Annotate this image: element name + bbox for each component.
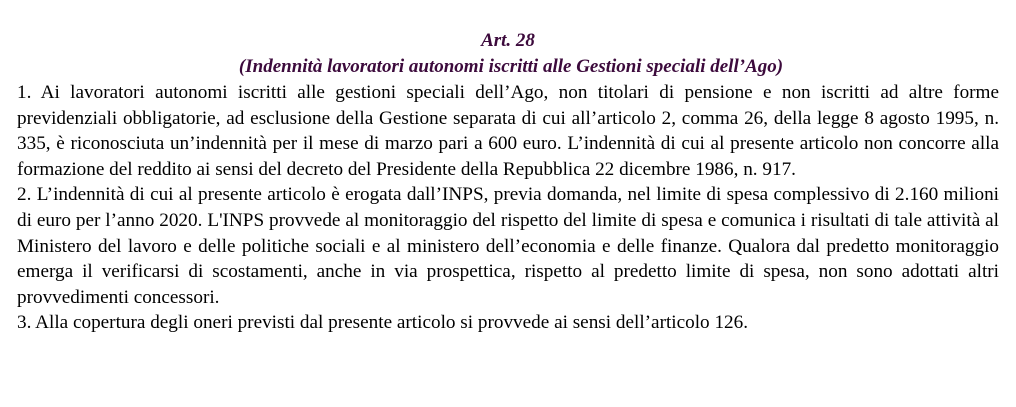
paragraph-2: 2. L’indennità di cui al presente articolo è erogata dall’INPS, previa domanda, nel limite di spesa complessivo di 2.160 milioni di euro per l’anno 2020. L'INPS provvede al monitoraggio del rispetto del limite di spesa e comunica i risultati di tale attività al Ministero del lavoro e delle politiche sociali e al ministero dell’economia e delle finanze. Qualora dal predetto monitoraggio emerga il verificarsi di scostamenti, anche in via prospettica, rispetto al predetto limite di spesa, non sono adottati altri provvedimenti concessori. (17, 184, 999, 308)
article-body (17, 80, 999, 336)
paragraph-3: 3. Alla copertura degli oneri previsti dal presente articolo si provvede ai sensi dell’articolo 126. (17, 312, 749, 334)
article-heading (17, 28, 999, 80)
paragraph-1: 1. Ai lavoratori autonomi iscritti alle gestioni speciali dell’Ago, non titolari di pensione e non iscritti ad altre forme previdenziali obbligatorie, ad esclusione della Gestione separata di cui all’articolo 2, comma 26, della legge 8 agosto 1995, n. 335, è riconosciuta un’indennità per il mese di marzo pari a 600 euro. L’indennità di cui al presente articolo non concorre alla formazione del reddito ai sensi del decreto del Presidente della Repubblica 22 dicembre 1986, n. 917. (17, 82, 999, 180)
article-number: Art. 28 (481, 30, 535, 51)
article-title: (Indennità lavoratori autonomi iscritti alle Gestioni speciali dell’Ago) (238, 56, 784, 77)
